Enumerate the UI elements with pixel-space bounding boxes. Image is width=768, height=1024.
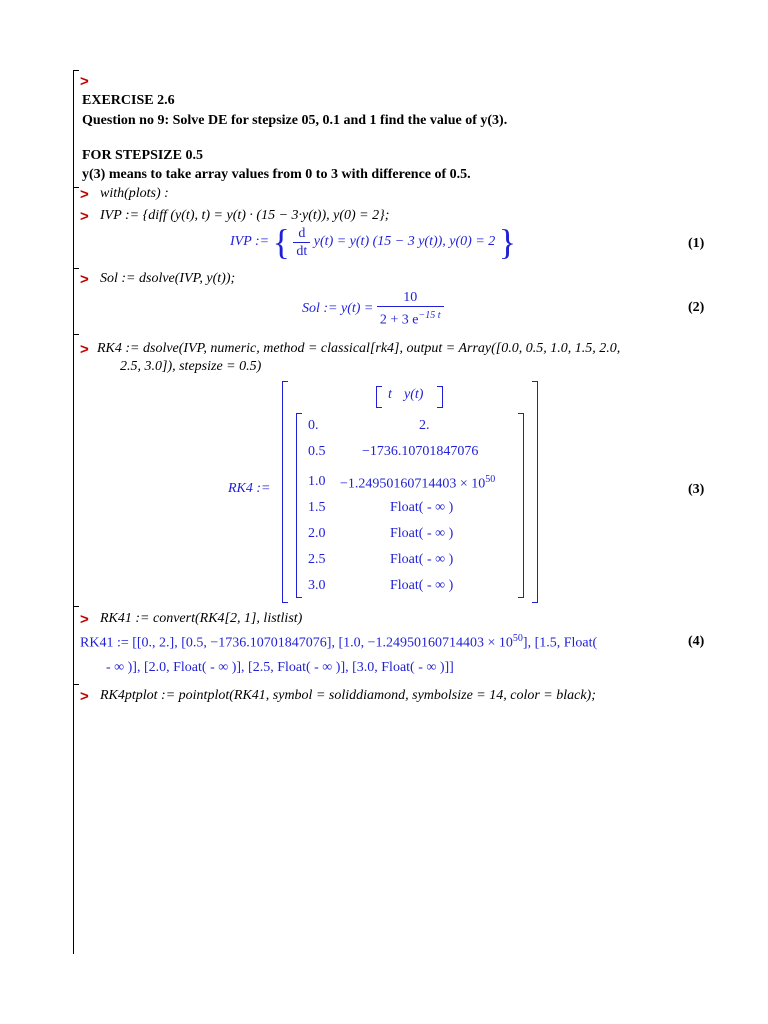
rk4-cell-y: Float( - ∞ )	[390, 552, 454, 567]
bracket-tick	[73, 268, 79, 269]
command-rk4-line1[interactable]: RK4 := dsolve(IVP, numeric, method = classical[rk4], output = Array([0.0, 0.5, 1.0, 1.5, 2.0,	[97, 341, 621, 356]
rk4-cell-t: 3.0	[308, 578, 326, 593]
equation-label-1: (1)	[688, 236, 705, 251]
equation-label-2: (2)	[688, 300, 705, 315]
rk4-cell-y: −1736.10701847076	[362, 444, 479, 459]
ivp-lhs: IVP :=	[230, 234, 270, 250]
rk4-cell-t: 0.5	[308, 444, 326, 459]
bracket-tick	[73, 70, 79, 71]
input-prompt[interactable]: >	[80, 208, 89, 225]
command-rk41[interactable]: RK41 := convert(RK4[2, 1], listlist)	[100, 611, 303, 626]
command-pointplot[interactable]: RK4ptplot := pointplot(RK41, symbol = soliddiamond, symbolsize = 14, color = black);	[100, 688, 596, 703]
output-sol	[302, 289, 444, 329]
execution-group-bracket	[73, 70, 74, 954]
rk4-cell-y: Float( - ∞ )	[390, 578, 454, 593]
output-ivp	[230, 224, 516, 260]
solution-fraction: $\frac{10}{2 + 3 e^{-15 t}}$	[377, 289, 444, 329]
bracket-tick	[73, 684, 79, 685]
rk4-cell-y: Float( - ∞ )	[390, 526, 454, 541]
sol-lhs: Sol := y(t) =	[302, 301, 374, 317]
rk4-cell-t: 2.5	[308, 552, 326, 567]
header-left-bracket	[376, 386, 382, 408]
section-note: y(3) means to take array values from 0 to 3 with difference of 0.5.	[82, 167, 471, 182]
inner-matrix-right-bracket	[518, 413, 524, 598]
ivp-body: y(t) = y(t) (15 − 3 y(t)), y(0) = 2	[313, 234, 496, 250]
command-ivp[interactable]: IVP := {diff (y(t), t) = y(t) · (15 − 3·y(t)), y(0) = 2};	[100, 208, 390, 223]
header-t: t	[388, 387, 392, 402]
equation-label-4: (4)	[688, 634, 705, 649]
question-text: Question no 9: Solve DE for stepsize 05, 0.1 and 1 find the value of y(3).	[82, 113, 508, 128]
exercise-title: EXERCISE 2.6	[82, 93, 175, 108]
header-right-bracket	[437, 386, 443, 408]
input-prompt[interactable]: >	[80, 186, 89, 203]
outer-matrix-left-bracket	[282, 381, 288, 603]
bracket-tick	[73, 187, 79, 188]
section-title: FOR STEPSIZE 0.5	[82, 148, 203, 163]
output-rk41-line2: - ∞ )], [2.0, Float( - ∞ )], [2.5, Float( - ∞ )], [3.0, Float( - ∞ )]]	[106, 660, 454, 675]
outer-matrix-right-bracket	[532, 381, 538, 603]
derivative-fraction: $\frac{d}{dt}$	[293, 225, 310, 260]
bracket-tick	[73, 606, 79, 607]
inner-matrix-left-bracket	[296, 413, 302, 598]
input-prompt[interactable]: >	[80, 688, 89, 705]
rk4-cell-t: 1.5	[308, 500, 326, 515]
command-sol[interactable]: Sol := dsolve(IVP, y(t));	[100, 271, 236, 286]
command-rk4-line2[interactable]: 2.5, 3.0]), stepsize = 0.5)	[120, 359, 262, 374]
right-brace: }	[498, 222, 517, 262]
input-prompt[interactable]: >	[80, 73, 89, 90]
rk4-cell-y: 2.	[419, 418, 430, 433]
header-y: y(t)	[404, 387, 424, 402]
input-prompt[interactable]: >	[80, 271, 89, 288]
rk4-cell-t: 0.	[308, 418, 319, 433]
input-prompt[interactable]: >	[80, 341, 89, 358]
rk4-lhs: RK4 :=	[228, 481, 271, 496]
equation-label-3: (3)	[688, 482, 705, 497]
bracket-tick	[73, 334, 79, 335]
rk4-cell-t: 1.0	[308, 474, 326, 489]
output-rk41-line1: RK41 := [[0., 2.], [0.5, −1736.10701847076], [1.0, $-1.24950160714403 \times 10^{50}$], [1.5, Float(	[80, 633, 598, 651]
rk4-cell-t: 2.0	[308, 526, 326, 541]
left-brace: {	[272, 222, 290, 262]
rk4-cell-y: $-1.24950160714403 \times 10^{50}$	[340, 474, 496, 492]
rk4-cell-y: Float( - ∞ )	[390, 500, 454, 515]
input-prompt[interactable]: >	[80, 611, 89, 628]
command-with-plots[interactable]: with(plots) :	[100, 186, 169, 201]
